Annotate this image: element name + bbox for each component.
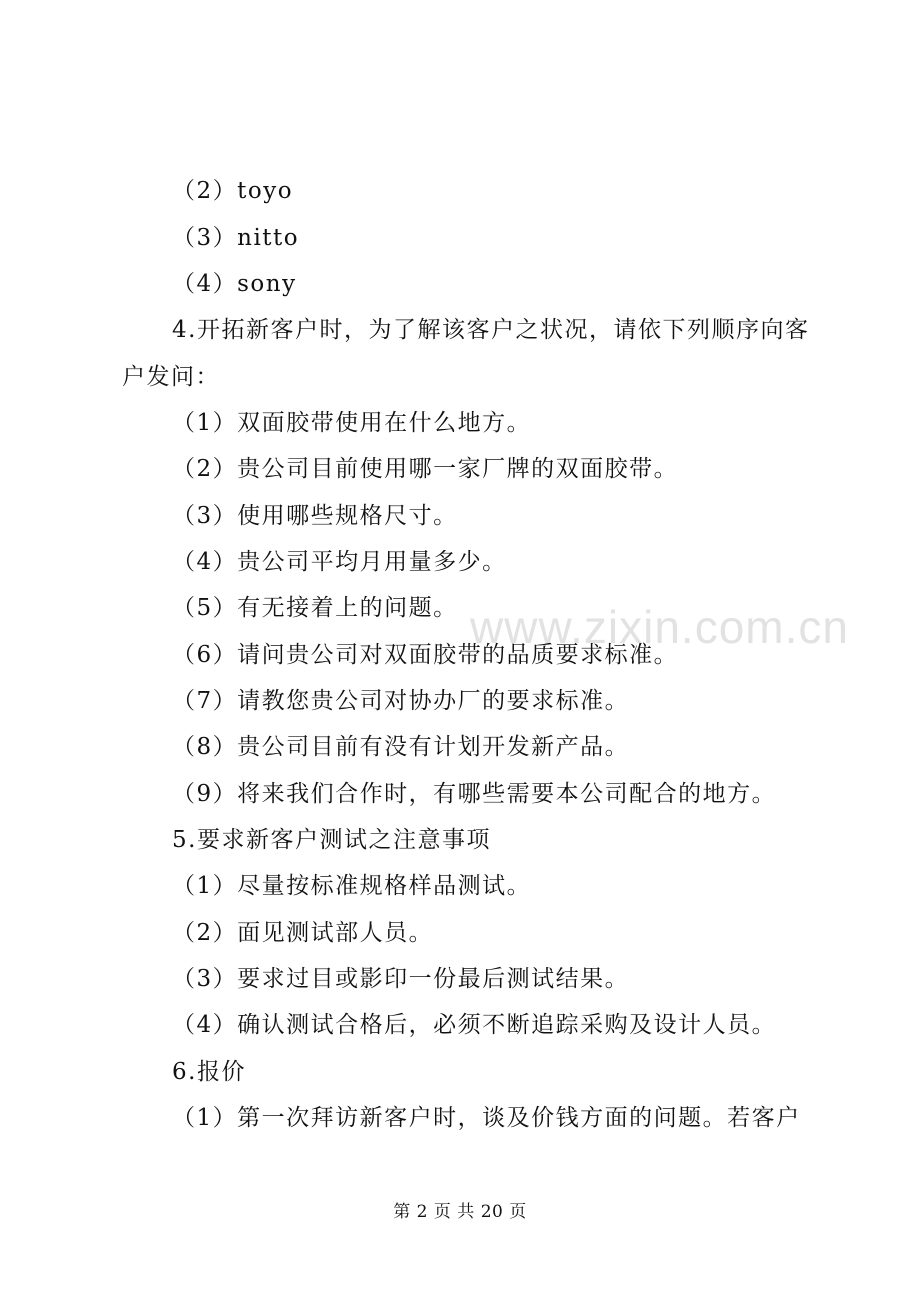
list-item: （7）请教您贵公司对协办厂的要求标准。 [172, 688, 630, 714]
list-item: （6）请问贵公司对双面胶带的品质要求标准。 [172, 642, 679, 668]
list-item: （8）贵公司目前有没有计划开发新产品。 [172, 734, 630, 760]
list-item: （4）确认测试合格后，必须不断追踪采购及设计人员。 [172, 1012, 777, 1038]
list-item: （1）双面胶带使用在什么地方。 [172, 410, 532, 436]
page-footer: 第 2 页 共 20 页 [393, 1202, 527, 1222]
list-item: （1）尽量按标准规格样品测试。 [172, 873, 532, 899]
section-heading: 4.开拓新客户时，为了解该客户之状况，请依下列顺序向客 [172, 317, 810, 343]
watermark: www.zixin.com.cn [470, 601, 849, 653]
list-item: （3）nitto [172, 225, 300, 251]
list-item: （2）贵公司目前使用哪一家厂牌的双面胶带。 [172, 456, 679, 482]
list-item: （1）第一次拜访新客户时，谈及价钱方面的问题。若客户 [172, 1105, 801, 1131]
list-item: （3）使用哪些规格尺寸。 [172, 503, 458, 529]
list-item: （4）贵公司平均月用量多少。 [172, 549, 507, 575]
list-item: （4）sony [172, 271, 297, 297]
section-heading: 6.报价 [172, 1059, 246, 1085]
list-item: （3）要求过目或影印一份最后测试结果。 [172, 966, 630, 992]
list-item: （5）有无接着上的问题。 [172, 595, 458, 621]
list-item: （2）面见测试部人员。 [172, 920, 434, 946]
paragraph-continuation: 户发问： [122, 364, 220, 390]
list-item: （2）toyo [172, 178, 294, 204]
section-heading: 5.要求新客户测试之注意事项 [172, 827, 491, 853]
list-item: （9）将来我们合作时，有哪些需要本公司配合的地方。 [172, 781, 777, 807]
